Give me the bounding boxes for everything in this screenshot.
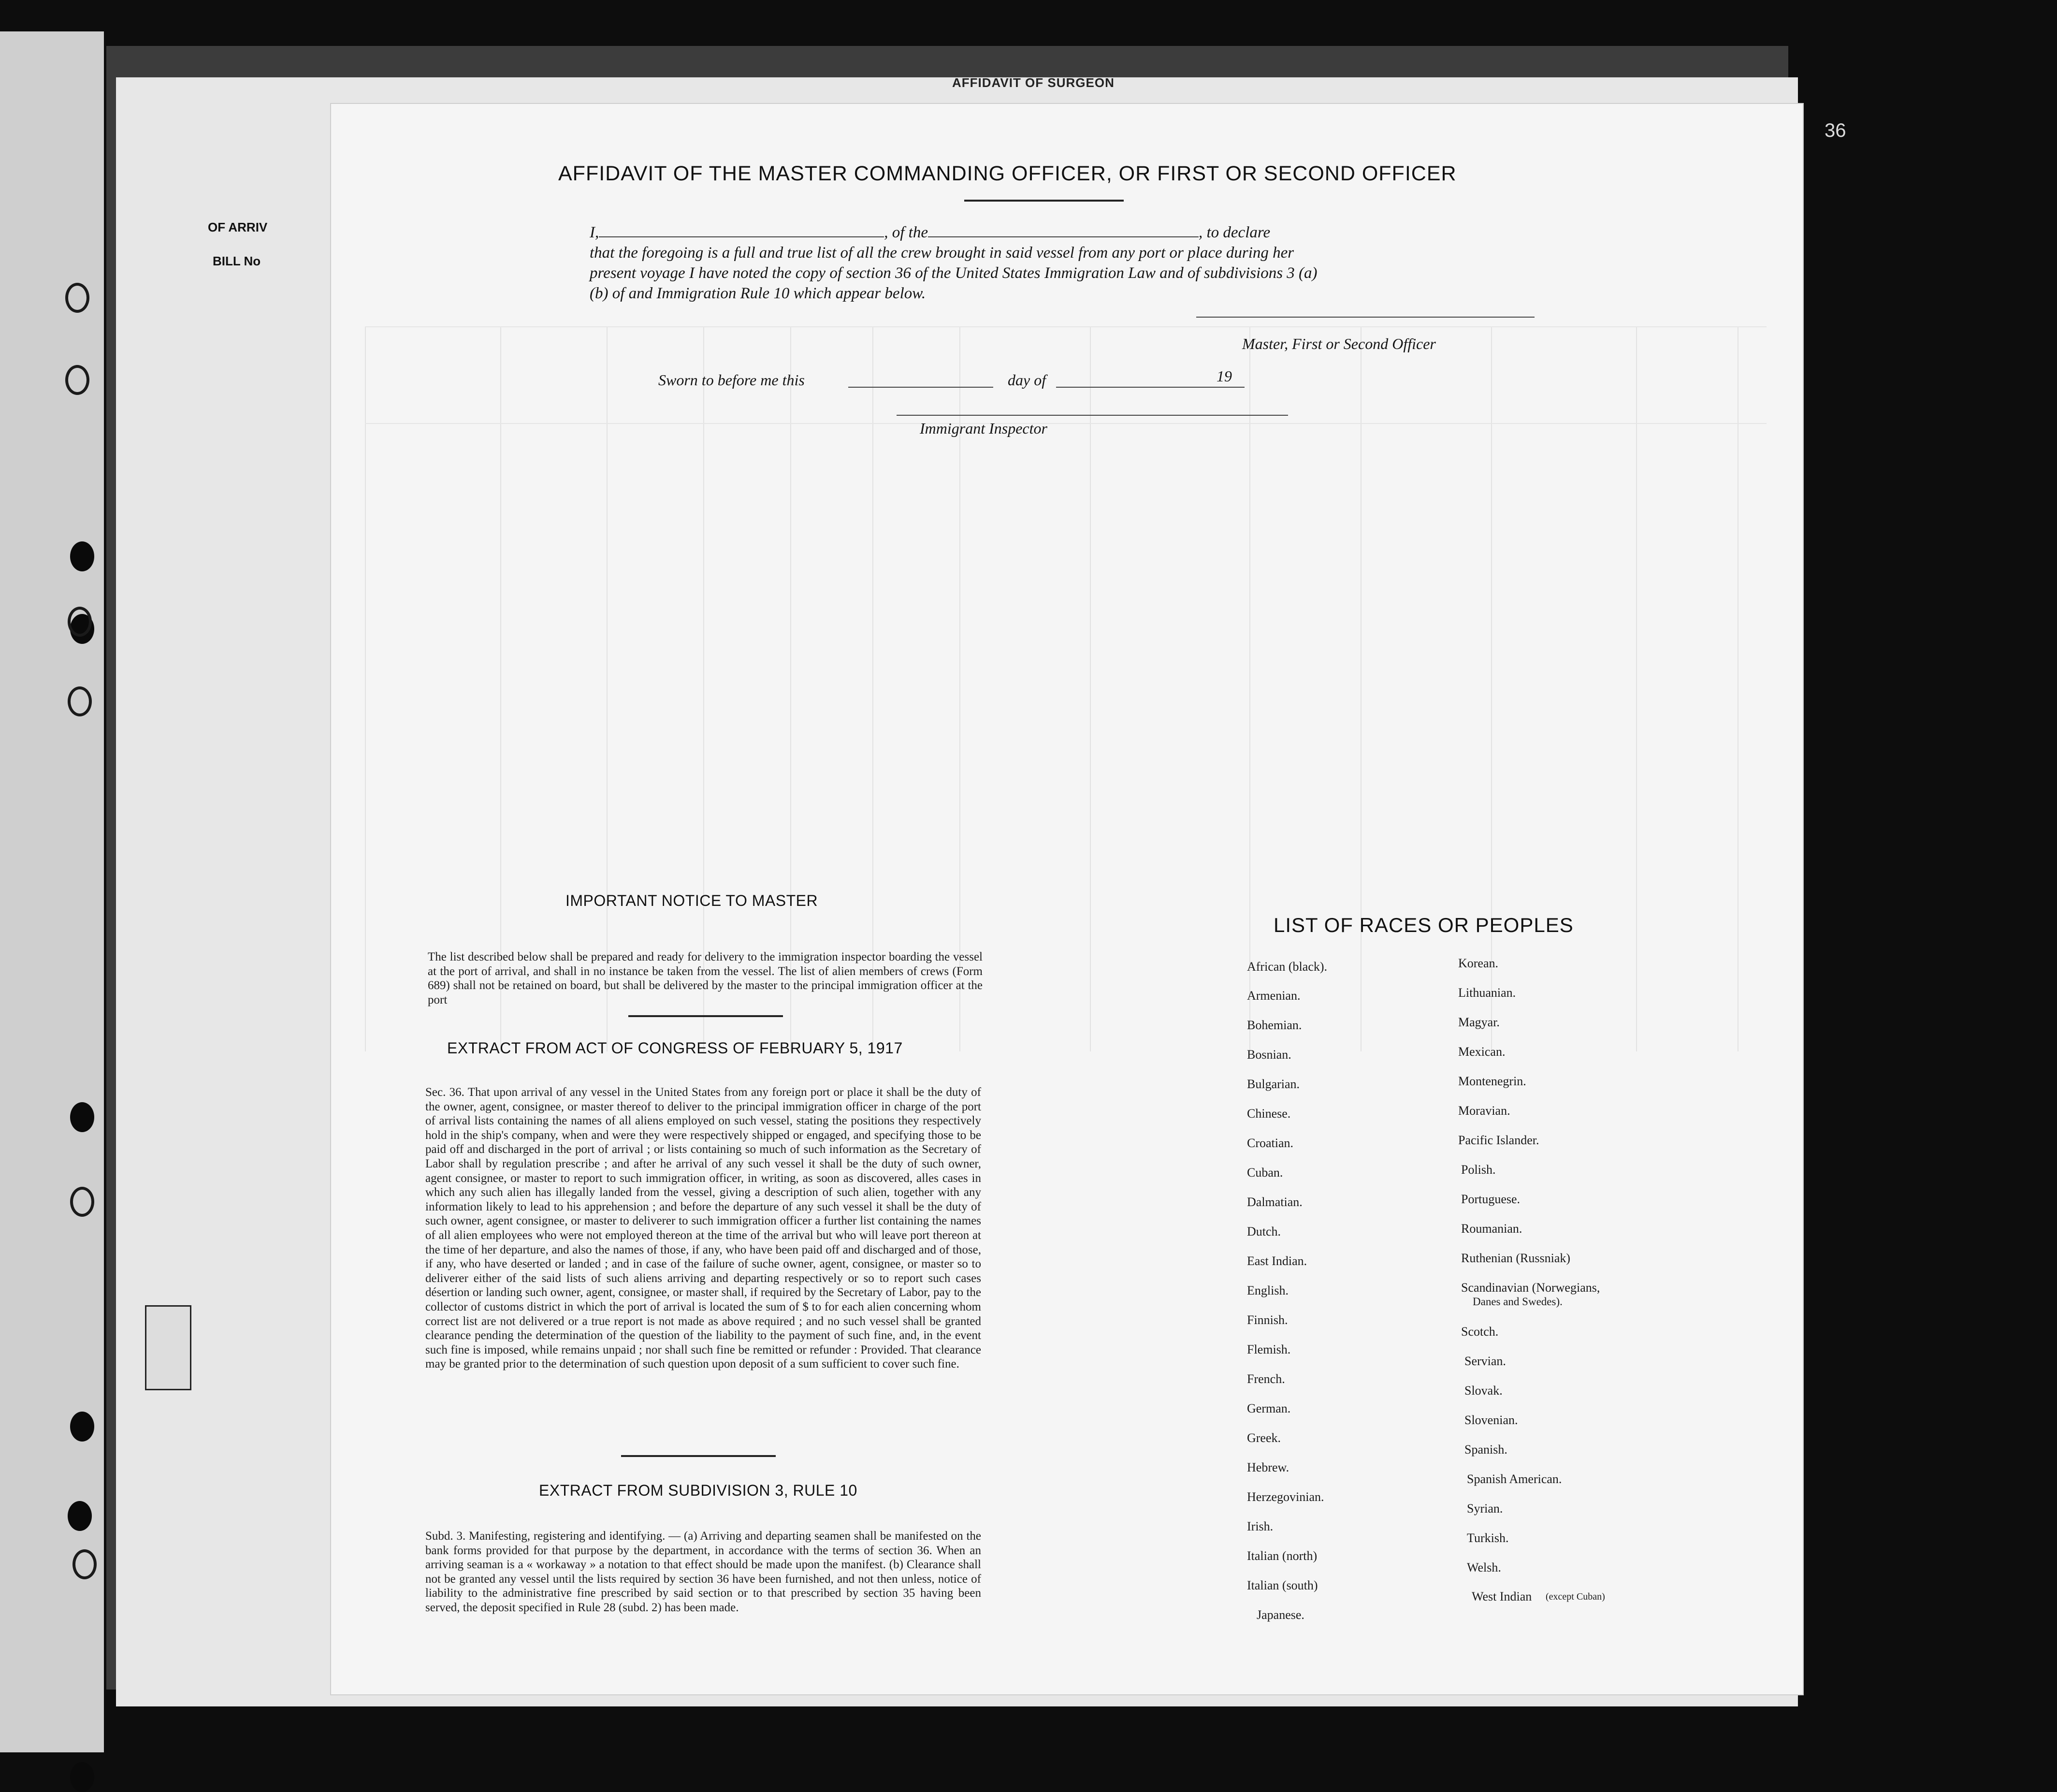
race-item: (except Cuban) xyxy=(1546,1591,1605,1602)
decl-line: present voyage I have noted the copy of section 36 of the United States Immigration Law and of subdivisions 3 (a) xyxy=(590,264,1318,282)
binder-ring xyxy=(68,686,92,716)
race-item: Cuban. xyxy=(1247,1166,1283,1180)
race-item: Bulgarian. xyxy=(1247,1077,1300,1091)
race-item: Chinese. xyxy=(1247,1107,1291,1121)
race-item: Danes and Swedes). xyxy=(1473,1296,1563,1308)
decl-of-the: , of the xyxy=(884,224,928,241)
binder-hole xyxy=(70,541,94,571)
race-item: Slovenian. xyxy=(1464,1413,1518,1427)
race-item: Polish. xyxy=(1461,1163,1496,1177)
race-item: German. xyxy=(1247,1401,1291,1415)
inspector-signature-line xyxy=(897,415,1288,416)
race-item: Syrian. xyxy=(1467,1501,1503,1515)
page-number: 36 xyxy=(1825,120,1846,141)
decl-i: I, xyxy=(590,224,599,241)
race-item: Montenegrin. xyxy=(1458,1074,1526,1088)
race-item: Lithuanian. xyxy=(1458,986,1516,1000)
affidavit-title: AFFIDAVIT OF THE MASTER COMMANDING OFFICER, OR FIRST OR SECOND OFFICER xyxy=(558,162,1457,185)
race-item: Scotch. xyxy=(1461,1325,1499,1339)
extract-act-text: Sec. 36. That upon arrival of any vessel in the United States from any foreign port or place it shall be the duty of the owner, agent, consignee, or master thereof to deliver to the principal immigration officer in charge of the port of arrival lists containing the names of all aliens employed on such vessel, stating the positions they respectively hold in the ship's company, when and were they were respectively shipped or engaged, and specifying those to be paid off and discharged in the port of arrival ; or lists containing so much of such information as the Secretary of Labor shall by regulation prescribe ; and after he arrival of any such vessel it shall be the duty of such owner, agent consignee, or master to report to such immigration officer, in writing, as soon as discovered, alles cases in which any such alien has illegally landed from the vessel, giving a description of such alien, together with any information likely to lead to his apprehension ; and before the departure of any such vessel it shall be the duty of such owner, agent consignee, or master to deliverer to such immigration officer a further list containing the names of all alien employees who were not employed thereon at the time of the arrival but who will leave port thereon at the time of her departure, and also the names of those, if any, who have been paid off and discharged and of those, if any, who have deserted or landed ; and in case of the failure of suche owner, agent, consignee, or master so to deliverer either of the said lists of such aliens arriving and departing respectively or so to report such cases désertion or landing such owner, agent, consignee, or master shall, if required by the Secretary of Labor, pay to the collector of customs district in which the port of arrival is located the sum of $ to for each alien concerning whom correct list are not delivered or a true report is not made as above required ; and no such vessel shall be granted clearance pending the determination of the question of the liability to the payment of such fine, and, in the event such fine is imposed, while remains unpaid ; nor shall such fine be remitted or refunder : Provided. That clearance may be granted prior to the determination of such question upon deposit of a sum sufficient to cover such fine. xyxy=(425,1086,981,1371)
race-item: African (black). xyxy=(1247,960,1328,974)
binder-hole xyxy=(70,1762,94,1792)
race-item: Irish. xyxy=(1247,1519,1274,1533)
race-item: French. xyxy=(1247,1372,1285,1386)
race-item: Korean. xyxy=(1458,956,1499,970)
year-label: 19 xyxy=(1217,367,1232,385)
edge-stamp xyxy=(145,1305,191,1390)
declaration-text xyxy=(590,222,1373,304)
race-item: Herzegovinian. xyxy=(1247,1490,1324,1504)
officer-label: Master, First or Second Officer xyxy=(1242,335,1436,352)
race-item: Turkish. xyxy=(1467,1531,1509,1545)
name-blank xyxy=(599,236,884,237)
title-rule xyxy=(964,200,1124,202)
races-title: LIST OF RACES OR PEOPLES xyxy=(1274,914,1574,936)
race-item: Magyar. xyxy=(1458,1015,1500,1029)
race-item: Mexican. xyxy=(1458,1045,1506,1059)
race-item: Flemish. xyxy=(1247,1342,1291,1356)
race-item: Finnish. xyxy=(1247,1313,1288,1327)
notice-rule xyxy=(628,1015,783,1017)
race-item: Dutch. xyxy=(1247,1224,1281,1238)
race-item: Japanese. xyxy=(1257,1608,1304,1622)
left-strip-label: OF ARRIV xyxy=(208,220,268,234)
top-label: AFFIDAVIT OF SURGEON xyxy=(952,75,1115,90)
binder-ring xyxy=(72,1549,97,1579)
extract-act-rule xyxy=(621,1455,776,1457)
extract-act-title: EXTRACT FROM ACT OF CONGRESS OF FEBRUARY 5, 1917 xyxy=(447,1039,903,1057)
race-item: Spanish. xyxy=(1464,1442,1507,1457)
decl-line: (b) of and Immigration Rule 10 which appear below. xyxy=(590,285,926,302)
binder-ring xyxy=(70,1187,94,1217)
race-item: Spanish American. xyxy=(1467,1472,1562,1486)
race-item: Croatian. xyxy=(1247,1136,1294,1150)
notice-text: The list described below shall be prepared and ready for delivery to the immigration inspector boarding the vessel at the port of arrival, and shall in no instance be taken from the vessel. The list of alien members of crews (Form 689) shall not be retained on board, but shall be delivered by the master to the principal immigration officer at the port xyxy=(428,950,983,1006)
binder-hole xyxy=(68,1501,92,1531)
officer-signature-line xyxy=(1196,317,1535,318)
binder-ring xyxy=(68,607,92,637)
extract-rule-text: Subd. 3. Manifesting, registering and identifying. — (a) Arriving and departing seamen shall be manifested on the bank forms provided for that purpose by the department, in accordance with the terms of section 36. When an arriving seaman is a « workaway » a notation to that effect should be made upon the manifest. (b) Clearance shall not be granted any vessel until the lists required by section 36 have been furnished, and not then unless, notice of liability to the administrative fine prescribed by said section or to that prescribed by section 35 having been served, the deposit specified in Rule 28 (subd. 2) has been made. xyxy=(425,1530,981,1614)
left-strip-label: BILL No xyxy=(213,254,261,268)
race-item: Italian (south) xyxy=(1247,1578,1318,1592)
binder-ring xyxy=(65,365,89,395)
race-item: Bosnian. xyxy=(1247,1048,1291,1062)
race-item: Hebrew. xyxy=(1247,1460,1289,1474)
vessel-blank xyxy=(928,236,1199,237)
race-item: English. xyxy=(1247,1283,1289,1297)
race-item: Portuguese. xyxy=(1461,1192,1521,1206)
notice-title: IMPORTANT NOTICE TO MASTER xyxy=(565,892,818,909)
sworn-label: Sworn to before me this xyxy=(658,371,805,389)
race-item: Italian (north) xyxy=(1247,1549,1318,1563)
race-item: Roumanian. xyxy=(1461,1222,1522,1236)
race-item: West Indian xyxy=(1472,1589,1532,1603)
affidavit-sheet xyxy=(331,104,1803,1694)
race-item: Ruthenian (Russniak) xyxy=(1461,1251,1571,1265)
ghost-table-grid xyxy=(365,326,1767,1051)
month-blank xyxy=(1056,387,1245,388)
race-item: Moravian. xyxy=(1458,1104,1510,1118)
race-item: Bohemian. xyxy=(1247,1018,1302,1032)
extract-rule-title: EXTRACT FROM SUBDIVISION 3, RULE 10 xyxy=(539,1482,857,1499)
decl-to-declare: , to declare xyxy=(1198,224,1271,241)
race-item: Servian. xyxy=(1464,1354,1506,1368)
race-item: Dalmatian. xyxy=(1247,1195,1303,1209)
day-blank xyxy=(848,387,993,388)
day-of-label: day of xyxy=(1008,371,1046,389)
race-item: Welsh. xyxy=(1467,1560,1501,1574)
race-item: Armenian. xyxy=(1247,989,1301,1003)
decl-line: that the foregoing is a full and true list of all the crew brought in said vessel from any port or place during her xyxy=(590,244,1294,262)
binder-hole xyxy=(70,1412,94,1442)
race-item: East Indian. xyxy=(1247,1254,1307,1268)
binder-hole xyxy=(70,1102,94,1132)
race-item: Greek. xyxy=(1247,1431,1281,1445)
binder-ring xyxy=(65,283,89,313)
race-item: Slovak. xyxy=(1464,1384,1503,1398)
race-item: Pacific Islander. xyxy=(1458,1133,1539,1147)
race-item: Scandinavian (Norwegians, xyxy=(1461,1281,1600,1295)
inspector-label: Immigrant Inspector xyxy=(920,420,1047,437)
binder-strip xyxy=(0,31,104,1752)
